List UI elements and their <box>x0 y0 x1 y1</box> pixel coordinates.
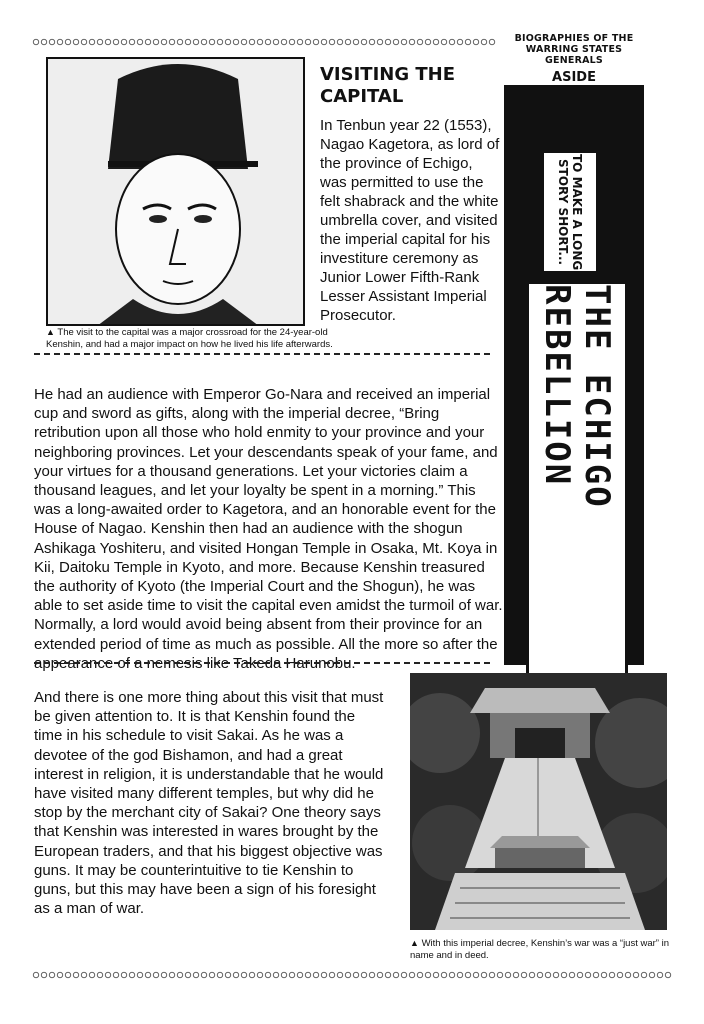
series-title-line2: WARRING STATES GENERALS <box>525 44 623 66</box>
series-header <box>504 33 644 83</box>
tagline-box <box>542 151 598 273</box>
portrait-caption-text: The visit to the capital was a major crossroad for the 24-year-old Kenshin, and had a major impact on how he lived his life afterwards. <box>46 327 333 350</box>
caption-marker-icon: ▲ <box>46 327 55 337</box>
sakai-paragraph: And there is one more thing about this visit that must be given attention to. It is that Kenshin found the time in his schedule to visit Sakai. As he was a devotee of the god Bishamon, and had a great interest in religion, it is understandable that he would have visited many different temples, but why did he stop by the merchant city of Sakai? One theory says that Kenshin was interested in wares brought by the European traders, and that his biggest objective was guns. It may be counterintuitive to tie Kenshin to guns, but this may have been a sign of his foresight as a man of war. <box>34 689 384 918</box>
intro-paragraph: In Tenbun year 22 (1553), Nagao Kagetora, as lord of the province of Echigo, was permitted to use the felt shabrack and the white umbrella cover, and visited the imperial capital for his investiture ceremony as Junior Lower Fifth-Rank Lesser Assistant Imperial Prosecutor. <box>320 117 500 324</box>
kenshin-portrait <box>46 57 305 326</box>
temple-photo <box>410 673 667 930</box>
temple-illustration <box>410 673 667 930</box>
portrait-caption <box>46 326 366 351</box>
chapter-title-box <box>526 281 628 679</box>
caption-marker-icon: ▲ <box>410 938 419 948</box>
chapter-title: THE ECHIGO REBELLION <box>537 284 617 509</box>
aside-label: ASIDE <box>552 70 596 85</box>
bottom-decorative-border <box>32 970 672 980</box>
dashed-divider <box>34 662 490 664</box>
tagline-text: TO MAKE A LONG STORY SHORT... <box>556 153 584 271</box>
dashed-divider <box>34 353 490 355</box>
audience-paragraph: He had an audience with Emperor Go-Nara and received an imperial cup and sword as gifts, along with the imperial decree, “Bring retribution upon all those who hold enmity to your province and your neighboring provinces. Let your descendants speak of your fame, and your virtues for a thousand generations. Let your victories claim a thousand leagues, and let your loyalty be spent in a morning.” This was a long-awaited order to Kagetora, and an honorable event for the House of Nagao. Kenshin then had an audience with the shogun Ashikaga Yoshiteru, and visited Hongan Temple in Osaka, Mt. Koya in Kii, Daitoku Temple in Kyoto, and more. Because Kenshin treasured the authority of Kyoto (the Imperial Court and the Shogun), he was able to set aside time to visit the capital even amidst the turmoil of war. Normally, a lord would avoid being absent from their province for an extended period of time as much as possible. All the more so after the appearance of a nemesis like Takeda Harunobu. <box>34 386 503 672</box>
sidebar-bar <box>504 85 644 665</box>
photo-caption-text: With this imperial decree, Kenshin’s war was a “just war” in name and in deed. <box>410 938 670 961</box>
portrait-illustration <box>48 59 303 324</box>
section-heading: VISITING THE CAPITAL <box>320 64 456 107</box>
sidebar <box>504 33 644 665</box>
top-decorative-border <box>32 37 496 47</box>
photo-caption <box>410 937 670 962</box>
series-title-line1: BIOGRAPHIES OF THE <box>514 33 634 44</box>
